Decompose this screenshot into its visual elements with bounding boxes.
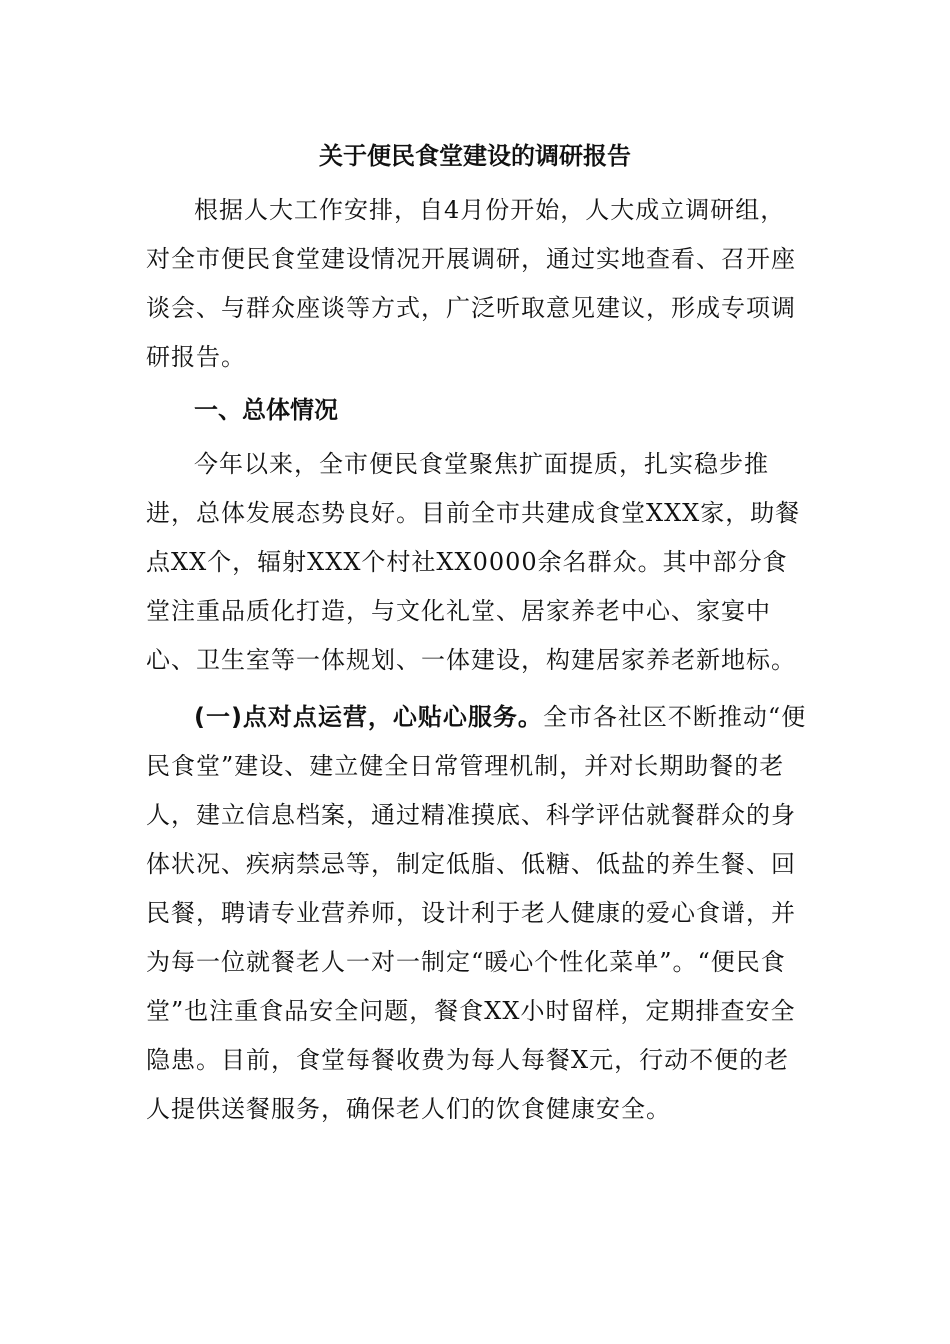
paragraph-subsection-1 bbox=[146, 693, 808, 1134]
subsection-lead: (一)点对点运营，心贴心服务。 bbox=[194, 703, 543, 731]
subsection-body: 全市各社区不断推动“便民食堂”建设、建立健全日常管理机制，并对长期助餐的老人，建立信息档案，通过精准摸底、科学评估就餐群众的身体状况、疾病禁忌等，制定低脂、低糖、低盐的养生餐、回民餐，聘请专业营养师，设计利于老人健康的爱心食谱，并为每一位就餐老人一对一制定“暖心个性化菜单”。“便民食堂”也注重食品安全问题，餐食XX小时留样，定期排查安全隐患。目前，食堂每餐收费为每人每餐X元，行动不便的老人提供送餐服务，确保老人们的饮食健康安全。 bbox=[146, 703, 807, 1123]
document-title: 关于便民食堂建设的调研报告 bbox=[319, 142, 631, 170]
paragraph-overview: 今年以来，全市便民食堂聚焦扩面提质，扎实稳步推进，总体发展态势良好。目前全市共建成食堂XXX家，助餐点XX个，辐射XXX个村社XX0000余名群众。其中部分食堂注重品质化打造，与文化礼堂、居家养老中心、家宴中心、卫生室等一体规划、一体建设，构建居家养老新地标。 bbox=[146, 450, 801, 674]
paragraph-intro: 根据人大工作安排，自4月份开始，人大成立调研组，对全市便民食堂建设情况开展调研，通过实地查看、召开座谈会、与群众座谈等方式，广泛听取意见建议，形成专项调研报告。 bbox=[146, 196, 796, 371]
section-heading-overview: 一、总体情况 bbox=[194, 396, 338, 424]
